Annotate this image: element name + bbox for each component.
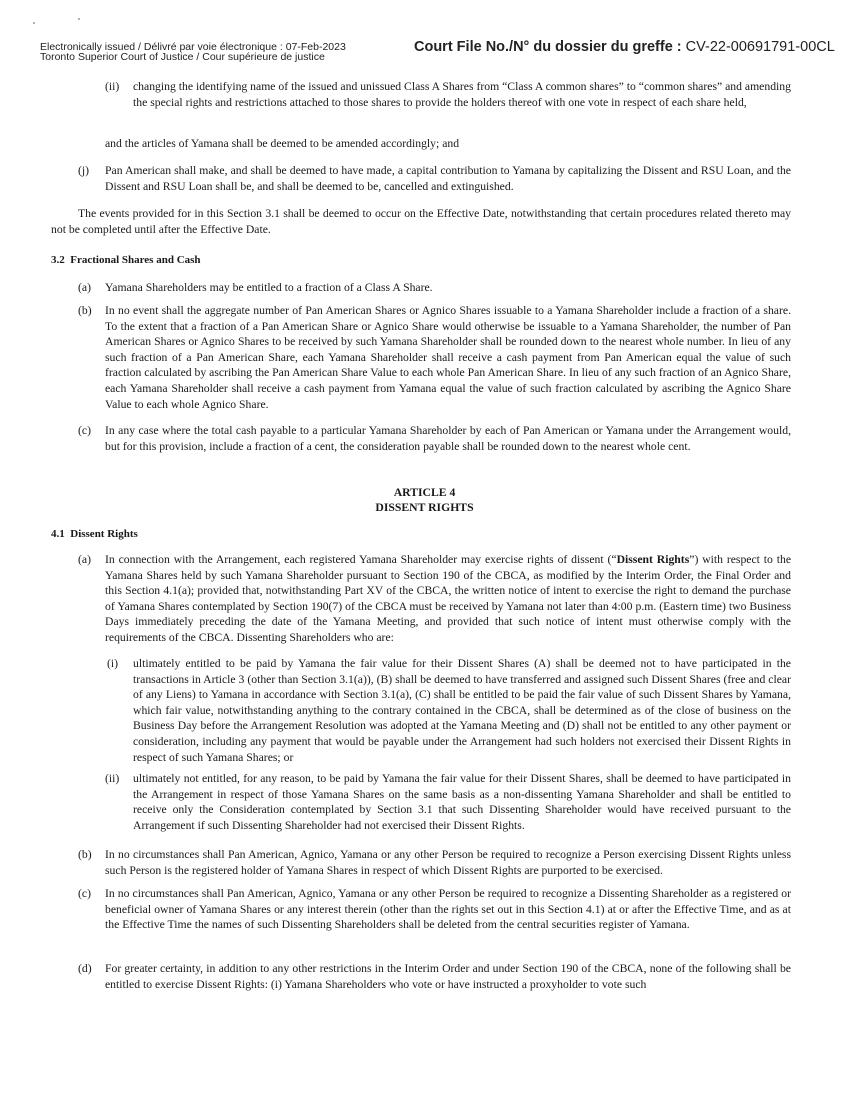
clause-a-text-rest: ”) with respect to the Yamana Shares held by such Yamana Shareholder pursuant to Section 190 of the CBCA, as modified by the Interim Order, the Final Order and this Section 4.1(a); provided that, notwithstanding Part XV of the CBCA, the written notice of intent to exercise the right to demand the purchase of Yamana Shares contemplated by Section 190(7) of the CBCA must be received by Yamana not later than 4:00 p.m. (Eastern time) two Business Days immediately preceding the date of the Yamana Meeting, and provided that such notice of intent must otherwise comply with the requirements of the CBCA. Dissenting Shareholders who are: [105,553,792,644]
clause-c-text: In no circumstances shall Pan American, Agnico, Yamana or any other Person be required to recognize a Dissenting Shareholder as a registered or beneficial owner of Yamana Shares or any interest therein (other than the rights set out in this Section 4.1) at or after the Effective Time, and as at the Effective Time the names of such Dissenting Shareholders shall be deleted from the central securities register of Yamana. [105,887,791,932]
clause-a-text [105,552,791,646]
clause-label: (j) [78,164,90,177]
clause-label: (ii) [105,772,120,785]
clause-d-text: For greater certainty, in addition to any other restrictions in the Interim Order and under Section 190 of the CBCA, none of the following shall be entitled to exercise Dissent Rights: (i) Yamana Shareholders who vote or have instructed a proxyholder to vote such [105,962,791,991]
amended-paragraph: and the articles of Yamana shall be deemed to be amended accordingly; and [105,137,460,150]
scan-speck [78,18,80,20]
article-subtitle: DISSENT RIGHTS [375,501,474,514]
effective-date-paragraph: The events provided for in this Section 3.1 shall be deemed to occur on the Effective Date, notwithstanding that certain procedures related thereto may not be completed until after the Effective Date. [51,207,791,236]
clause-a-text-start: In connection with the Arrangement, each registered Yamana Shareholder may exercise rights of dissent (“ [105,553,617,566]
clause-j-text: Pan American shall make, and shall be deemed to have made, a capital contribution to Yamana by capitalizing the Dissent and RSU Loan, and the Dissent and RSU Loan shall be, and shall be deemed to be, cancelled and extinguished. [105,164,791,193]
e-filing-stamp [40,42,346,62]
court-file-label: Court File No./N° du dossier du greffe : [414,39,682,55]
clause-label: (ii) [105,80,120,93]
clause-label: (a) [78,281,91,294]
issued-line: Electronically issued / Délivré par voie électronique : 07-Feb-2023 [40,41,346,53]
clause-label: (c) [78,424,91,437]
section-heading: 4.1 Dissent Rights [51,528,138,540]
court-file-number [414,39,835,55]
clause-ii-text: changing the identifying name of the issued and unissued Class A Shares from “Class A common shares” to “common shares” and amending the special rights and restrictions attached to those shares to provide the holders thereof with one vote in respect of each share held, [133,80,791,109]
scan-speck [33,22,35,24]
clause-c-text: In any case where the total cash payable to a particular Yamana Shareholder by each of Pan American or Yamana under the Arrangement would, but for this provision, include a fraction of a cent, the consideration payable shall be rounded down to the nearest whole cent. [105,424,791,453]
clause-label: (c) [78,887,91,900]
defined-term: Dissent Rights [616,553,690,566]
clause-label: (d) [78,962,92,975]
article-title: ARTICLE 4 [393,486,456,499]
clause-b-text: In no circumstances shall Pan American, Agnico, Yamana or any other Person be required to recognize a Person exercising Dissent Rights unless such Person is the registered holder of Yamana Shares in respect of which Dissent Rights are purported to be exercised. [105,848,791,877]
court-line: Toronto Superior Court of Justice / Cour supérieure de justice [40,51,325,63]
clause-label: (b) [78,848,92,861]
clause-ii-text: ultimately not entitled, for any reason, to be paid by Yamana the fair value for their Dissent Shares, shall be deemed to have participated in the Arrangement in respect of those Yamana Shares on the same basis as a non-dissenting Yamana Shareholder and shall be entitled to receive only the Consideration contemplated by Section 3.1 that such Dissenting Shareholder would have received pursuant to the Arrangement if such Dissenting Shareholder had not exercised their Dissent Rights. [133,772,791,832]
clause-b-text: In no event shall the aggregate number of Pan American Shares or Agnico Shares issuable to a Yamana Shareholder include a fraction of a share. To the extent that a fraction of a Pan American Share or Agnico Share would otherwise be issuable to a Yamana Shareholder, the number of Pan American Shares or Agnico Shares to be received by such Yamana Shareholder shall be rounded down to the nearest whole number. In lieu of any such fraction of a Pan American Share, each Yamana Shareholder shall receive a cash payment from Pan American equal the value of such fraction calculated by ascribing the Pan American Share Value to each whole Pan American Share. In lieu of any such fraction of an Agnico Share, each Yamana Shareholder shall receive a cash payment from Yamana equal the value of such fraction calculated by ascribing the Agnico Share Value to each whole Agnico Share. [105,304,791,411]
clause-label: (b) [78,304,92,317]
clause-i-text: ultimately entitled to be paid by Yamana the fair value for their Dissent Shares (A) shall be deemed not to have participated in the transactions in Article 3 (other than Section 3.1(a)), (B) shall be deemed to have transferred and assigned such Dissent Shares (free and clear of any Liens) to Yamana in accordance with Section 3.1(a), (C) shall be entitled to be paid the fair value of such Dissent Shares by Yamana, which fair value, notwithstanding anything to the contrary contained in the CBCA, shall be determined as of the close of business on the Business Day before the Arrangement Resolution was adopted at the Yamana Meeting and (D) shall not be entitled to any other payment or consideration, including any payment that would be payable under the Arrangement had such holders not exercised their Dissent Rights in respect of such Yamana Shares; or [133,657,791,764]
clause-a-text: Yamana Shareholders may be entitled to a fraction of a Class A Share. [105,281,433,294]
clause-label: (a) [78,553,91,566]
clause-label: (i) [107,657,119,670]
section-heading: 3.2 Fractional Shares and Cash [51,254,201,266]
court-file-value: CV-22-00691791-00CL [685,39,835,55]
